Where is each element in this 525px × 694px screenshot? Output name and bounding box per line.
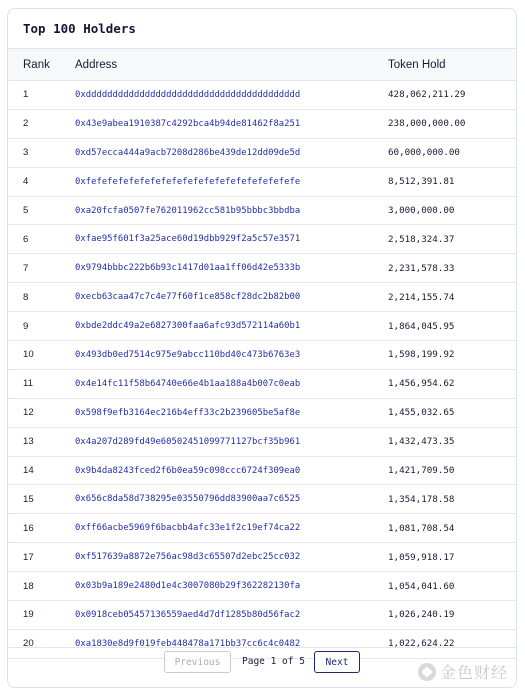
rank-cell: 16: [23, 522, 34, 534]
table-row: [8, 543, 516, 572]
column-header-address: Address: [75, 58, 118, 71]
address-link[interactable]: 0xfefefefefefefefefefefefefefefefefefefefe: [75, 176, 301, 187]
rank-cell: 3: [23, 147, 29, 159]
address-link[interactable]: 0x03b9a189e2480d1e4c3007080b29f362282130fa: [75, 581, 301, 592]
token-hold-cell: 1,022,624.22: [388, 638, 455, 650]
rank-cell: 17: [23, 551, 34, 563]
rank-cell: 20: [23, 638, 34, 650]
address-link[interactable]: 0xdddddddddddddddddddddddddddddddddddddddd: [75, 89, 301, 100]
next-button[interactable]: Next: [314, 651, 360, 673]
table-row: [8, 601, 516, 630]
table-row: [8, 370, 516, 399]
token-hold-cell: 428,062,211.29: [388, 89, 466, 101]
token-hold-cell: 1,432,473.35: [388, 436, 455, 448]
rank-cell: 10: [23, 349, 34, 361]
address-link[interactable]: 0x493db0ed7514c975e9abcc110bd40c473b6763e3: [75, 349, 301, 360]
rank-cell: 13: [23, 436, 34, 448]
card-title: Top 100 Holders: [8, 9, 516, 49]
table-row: [8, 197, 516, 226]
rank-cell: 12: [23, 407, 34, 419]
rank-cell: 4: [23, 176, 29, 188]
rank-cell: 9: [23, 320, 29, 332]
table-row: [8, 341, 516, 370]
table-row: [8, 572, 516, 601]
token-hold-cell: 60,000,000.00: [388, 147, 460, 159]
rank-cell: 11: [23, 378, 33, 390]
token-hold-cell: 1,455,032.65: [388, 407, 455, 419]
table-row: [8, 428, 516, 457]
table-row: [8, 485, 516, 514]
address-link[interactable]: 0x4a207d289fd49e60502451099771127bcf35b961: [75, 436, 301, 447]
rank-cell: 5: [23, 205, 29, 216]
address-link[interactable]: 0x43e9abea1910387c4292bca4b94de81462f8a251: [75, 118, 301, 129]
table-row: [8, 81, 516, 110]
address-link[interactable]: 0xa1830e8d9f019feb448478a171bb37cc6c4c0482: [75, 638, 301, 649]
rank-cell: 7: [23, 262, 29, 274]
address-link[interactable]: 0xa20fcfa0507fe762011962cc581b95bbbc3bbdba: [75, 205, 301, 216]
table-row: [8, 399, 516, 428]
address-link[interactable]: 0xf517639a8872e756ac98d3c65507d2ebc25cc032: [75, 552, 301, 563]
address-link[interactable]: 0x4e14fc11f58b64740e66e4b1aa188a4b007c0eab: [75, 378, 301, 389]
watermark-text: 金色财经: [440, 663, 509, 682]
address-link[interactable]: 0x9794bbbc222b6b93c1417d01aa1ff06d42e5333b: [75, 263, 301, 274]
address-link[interactable]: 0xd57ecca444a9acb7208d286be439de12dd09de5d: [75, 147, 301, 158]
table-row: [8, 225, 516, 254]
rank-cell: 6: [23, 233, 29, 245]
watermark: [418, 660, 508, 683]
holders-card: [7, 8, 517, 688]
token-hold-cell: 1,054,041.60: [388, 580, 455, 592]
table-row: [8, 254, 516, 283]
token-hold-cell: 2,518,324.37: [388, 233, 455, 245]
address-link[interactable]: 0x598f9efb3164ec216b4eff33c2b239605be5af8e: [75, 407, 301, 418]
rank-cell: 1: [23, 89, 29, 101]
token-hold-cell: 1,864,045.95: [388, 320, 455, 332]
token-hold-cell: 3,000,000.00: [388, 205, 455, 216]
token-hold-cell: 1,456,954.62: [388, 378, 455, 390]
table-row: [8, 139, 516, 168]
token-hold-cell: 238,000,000.00: [388, 118, 466, 130]
table-body: [8, 81, 516, 659]
address-link[interactable]: 0x9b4da8243fced2f6b0ea59c098ccc6724f309ea0: [75, 465, 301, 476]
table-row: [8, 168, 516, 197]
rank-cell: 2: [23, 118, 29, 130]
rank-cell: 18: [23, 580, 34, 592]
token-hold-cell: 1,598,199.92: [388, 349, 455, 361]
token-hold-cell: 1,081,708.54: [388, 522, 455, 534]
token-hold-cell: 1,421,709.50: [388, 465, 455, 477]
page-indicator: Page 1 of 5: [242, 656, 305, 667]
table-row: [8, 283, 516, 312]
address-link[interactable]: 0xecb63caa47c7c4e77f60f1ce858cf28dc2b82b00: [75, 292, 301, 303]
token-hold-cell: 1,059,918.17: [388, 551, 455, 563]
address-link[interactable]: 0xbde2ddc49a2e6827300faa6afc93d572114a60b1: [75, 321, 301, 332]
token-hold-cell: 8,512,391.81: [388, 176, 455, 188]
token-hold-cell: 2,231,578.33: [388, 262, 455, 274]
address-link[interactable]: 0x0918ceb05457136559aed4d7df1285b80d56fac2: [75, 609, 301, 620]
table-row: [8, 457, 516, 486]
address-link[interactable]: 0xff66acbe5969f6bacbb4afc33e1f2c19ef74ca22: [75, 523, 301, 534]
table-row: [8, 514, 516, 543]
watermark-logo-icon: [418, 663, 436, 681]
previous-button[interactable]: Previous: [164, 651, 231, 673]
rank-cell: 15: [23, 493, 34, 505]
token-hold-cell: 2,214,155.74: [388, 291, 455, 303]
rank-cell: 19: [23, 609, 34, 621]
address-link[interactable]: 0xfae95f601f3a25ace60d19dbb929f2a5c57e3571: [75, 234, 301, 245]
address-link[interactable]: 0x656c8da58d738295e03550796dd83900aa7c6525: [75, 494, 301, 505]
table-row: [8, 110, 516, 139]
column-header-rank: Rank: [23, 58, 50, 71]
rank-cell: 14: [23, 465, 34, 477]
table-header: [8, 49, 516, 81]
rank-cell: 8: [23, 291, 29, 303]
token-hold-cell: 1,354,178.58: [388, 493, 455, 505]
column-header-token-hold: Token Hold: [388, 58, 446, 71]
table-row: [8, 312, 516, 341]
token-hold-cell: 1,026,240.19: [388, 609, 455, 621]
